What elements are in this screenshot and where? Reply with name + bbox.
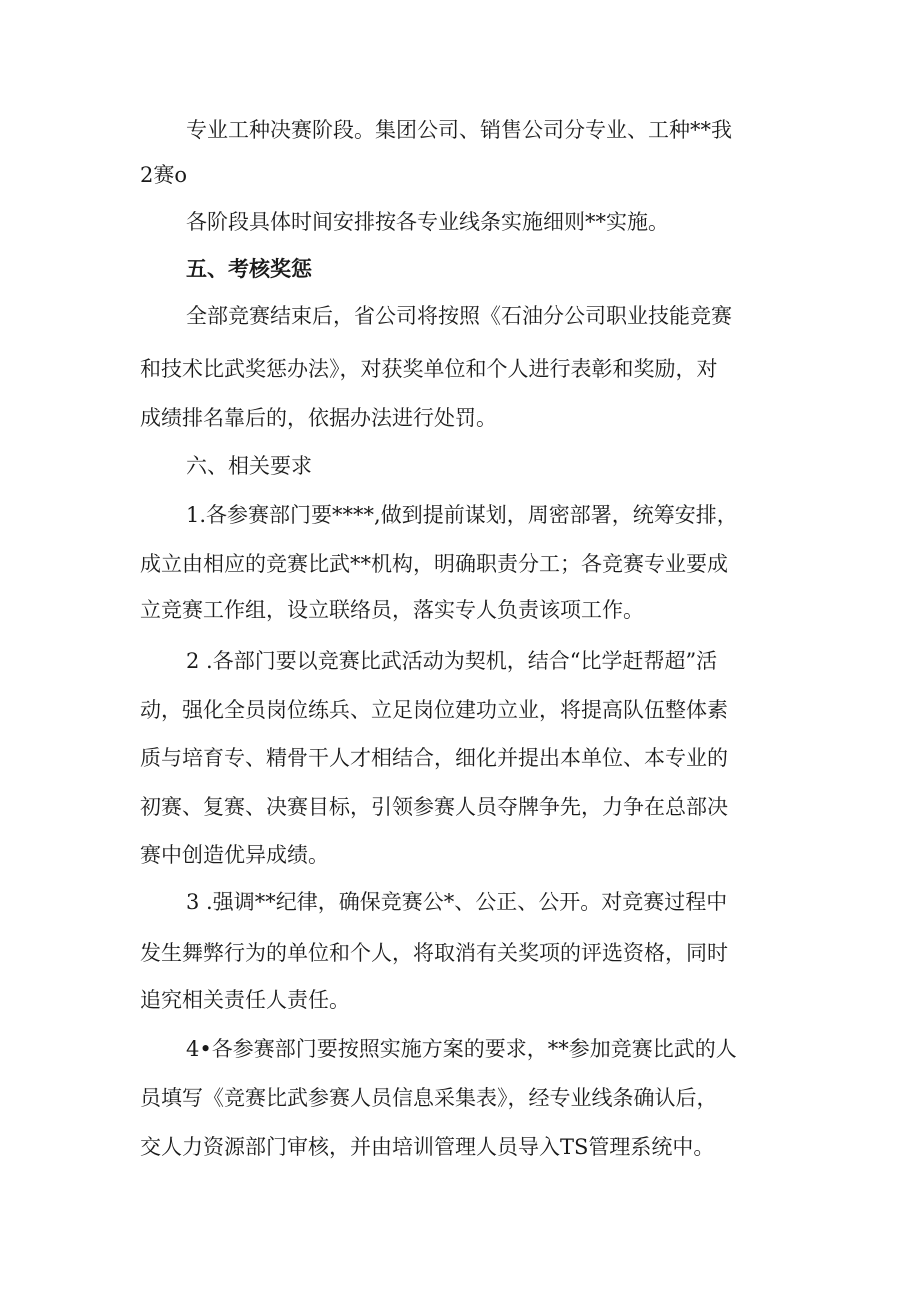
paragraph-line: 3 .强调**纪律，确保竞赛公*、公正、公开。对竞赛过程中 xyxy=(186,890,728,914)
paragraph-line: 1.各参赛部门要****,做到提前谋划，周密部署，统筹安排， xyxy=(186,503,738,527)
paragraph-line: 交人力资源部门审核，并由培训管理人员导入TS管理系统中。 xyxy=(140,1135,715,1159)
paragraph-line: 2赛o xyxy=(140,163,188,187)
paragraph-line: 4•各参赛部门要按照实施方案的要求，**参加竞赛比武的人 xyxy=(186,1037,737,1061)
paragraph-line: 各阶段具体时间安排按各专业线条实施细则**实施。 xyxy=(186,210,669,234)
paragraph-line: 赛中创造优异成绩。 xyxy=(140,843,329,867)
paragraph-line: 立竞赛工作组，设立联络员，落实专人负责该项工作。 xyxy=(140,598,644,622)
paragraph-line: 成绩排名靠后的，依据办法进行处罚。 xyxy=(140,406,497,430)
paragraph-line: 2 .各部门要以竞赛比武活动为契机，结合“比学赶帮超”活 xyxy=(186,649,718,673)
paragraph-line: 和技术比武奖惩办法》，对获奖单位和个人进行表彰和奖励，对 xyxy=(140,357,718,381)
paragraph-line: 员填写《竞赛比武参赛人员信息采集表》，经专业线条确认后， xyxy=(140,1086,718,1110)
paragraph-line: 初赛、复赛、决赛目标，引领参赛人员夺牌争先，力争在总部决 xyxy=(140,795,728,819)
paragraph-line: 质与培育专、精骨干人才相结合，细化并提出本单位、本专业的 xyxy=(140,746,728,770)
paragraph-line: 追究相关责任人责任。 xyxy=(140,988,350,1012)
section-heading-assessment: 五、考核奖惩 xyxy=(186,257,312,281)
section-heading-requirements: 六、相关要求 xyxy=(186,454,312,478)
paragraph-line: 动，强化全员岗位练兵、立足岗位建功立业，将提高队伍整体素 xyxy=(140,698,728,722)
paragraph-line: 全部竞赛结束后，省公司将按照《石油分公司职业技能竞赛 xyxy=(186,304,732,328)
paragraph-line: 发生舞弊行为的单位和个人，将取消有关奖项的评选资格，同时 xyxy=(140,941,728,965)
paragraph-line: 专业工种决赛阶段。集团公司、销售公司分专业、工种**我 xyxy=(186,118,732,142)
paragraph-line: 成立由相应的竞赛比武**机构，明确职责分工；各竞赛专业要成 xyxy=(140,552,728,576)
